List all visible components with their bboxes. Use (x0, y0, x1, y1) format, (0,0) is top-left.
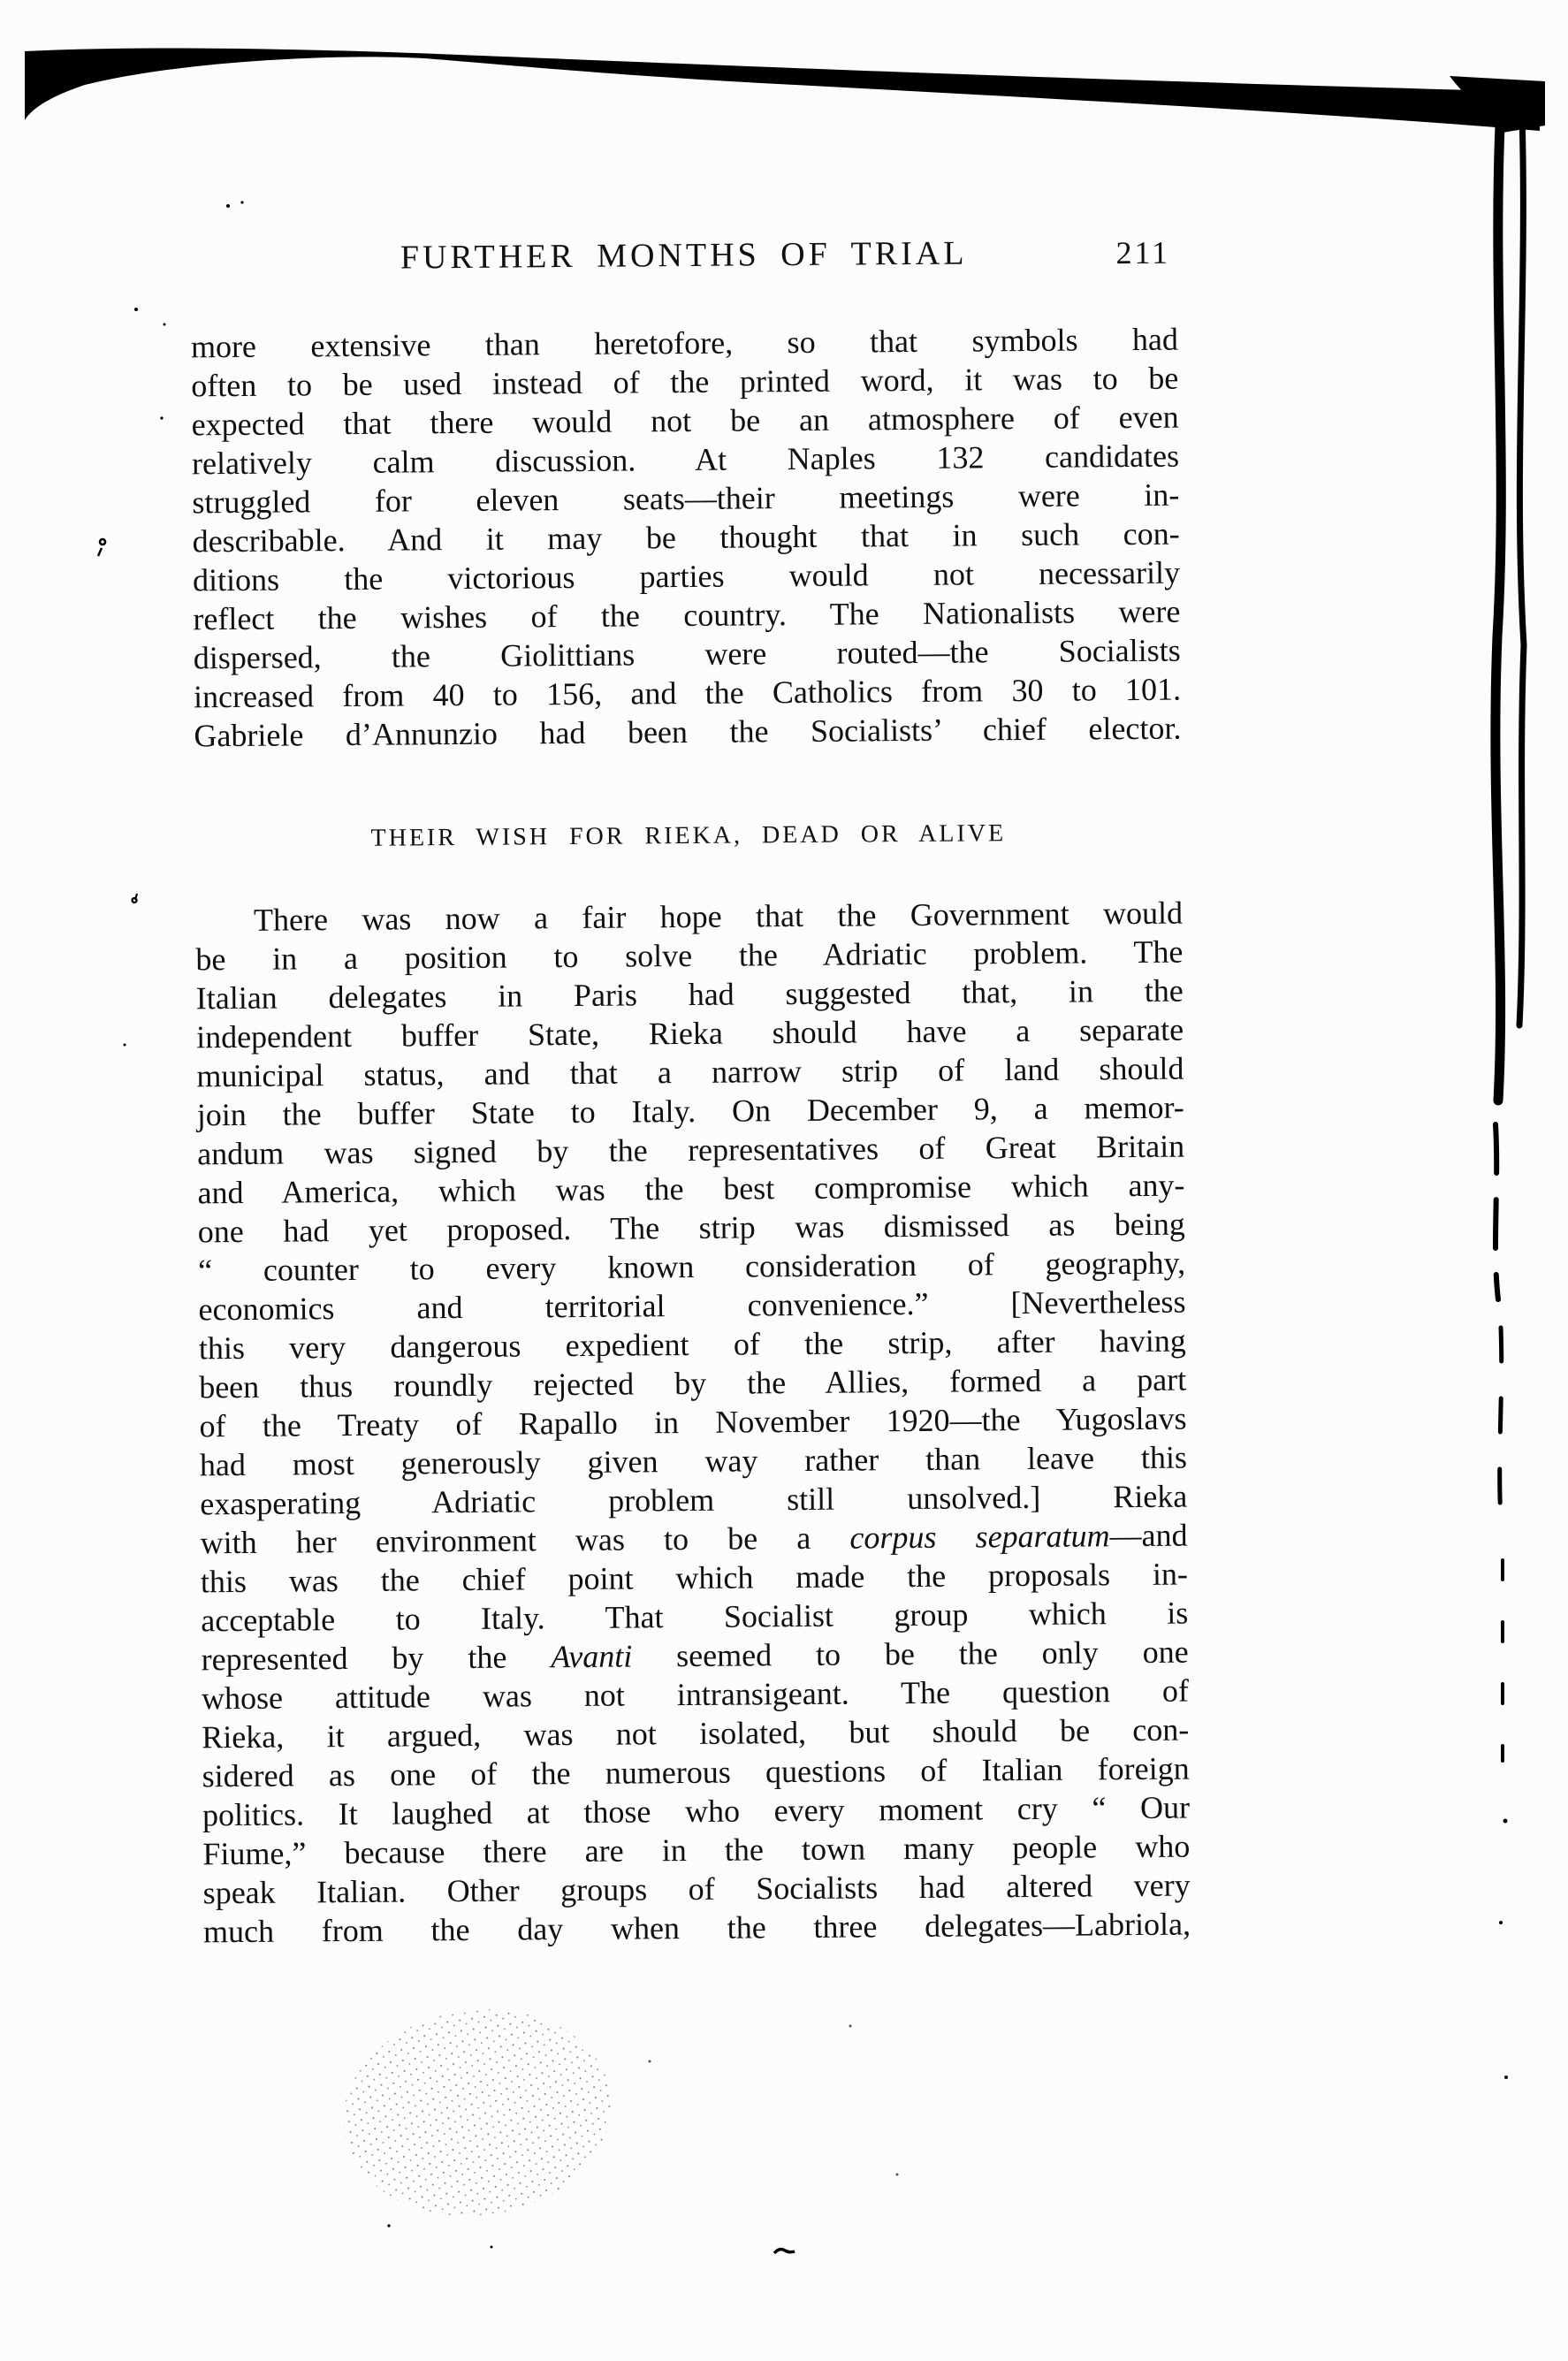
text-line: municipal status, and that a narrow strip of land should (196, 1050, 1184, 1094)
text-line: “ counter to every known consideration of geography, (198, 1245, 1186, 1289)
text-line: speak Italian. Other groups of Socialists had altered very (202, 1867, 1191, 1911)
text-line: had most generously given way rather than leave this (199, 1439, 1188, 1483)
text-line: much from the day when the three delegates—Labriola, (202, 1906, 1191, 1950)
text-line: increased from 40 to 156, and the Catholics from 30 to 101. (193, 671, 1182, 715)
text-line: exasperating Adriatic problem still unsolved.] Rieka (200, 1478, 1188, 1522)
text-line: economics and territorial convenience.” [Nevertheless (198, 1283, 1186, 1328)
section-heading: THEIR WISH FOR RIEKA, DEAD OR ALIVE (370, 819, 1007, 852)
text-line: Rieka, it argued, was not isolated, but should be con- (202, 1711, 1190, 1756)
page-content (190, 232, 1191, 1950)
text-line: ditions the victorious parties would not necessarily (192, 554, 1181, 598)
text-line: and America, which was the best compromise which any- (197, 1167, 1185, 1211)
running-header (190, 232, 1177, 282)
text-line: expected that there would not be an atmosphere of even (191, 399, 1179, 443)
right-edge-artifact (1496, 106, 1524, 1761)
text-line: Italian delegates in Paris had suggested that, in the (195, 972, 1184, 1017)
paragraph-2 (195, 894, 1191, 1952)
text-line: There was now a fair hope that the Government would (253, 895, 1184, 938)
text-line: whose attitude was not intransigeant. The question of (201, 1672, 1190, 1717)
text-line: more extensive than heretofore, so that symbols had (190, 321, 1179, 365)
right-edge-specks (1499, 1819, 1508, 2080)
text-line: with her environment was to be a corpus separatum—and (200, 1517, 1188, 1561)
text-line: sidered as one of the numerous questions of Italian foreign (202, 1750, 1190, 1794)
text-line: been thus roundly rejected by the Allies, formed a part (199, 1361, 1187, 1405)
text-line: Gabriele d’Annunzio had been the Socialists’ chief elector. (194, 710, 1182, 754)
text-line: acceptable to Italy. That Socialist group which is (201, 1595, 1189, 1639)
text-line: struggled for eleven seats—their meetings were in- (192, 476, 1180, 521)
text-line: politics. It laughed at those who every moment cry “ Our (202, 1789, 1191, 1833)
text-line: independent buffer State, Rieka should have a separate (195, 1011, 1184, 1055)
running-header-title: FURTHER MONTHS OF TRIAL (400, 234, 968, 277)
text-line: Fiume,” because there are in the town many people who (202, 1828, 1191, 1872)
text-line: this very dangerous expedient of the strip, after having (198, 1322, 1186, 1367)
text-line: join the buffer State to Italy. On December 9, a memor- (196, 1089, 1184, 1133)
text-line: of the Treaty of Rapallo in November 1920—the Yugoslavs (199, 1400, 1187, 1444)
paragraph-1 (191, 320, 1182, 756)
top-edge-artifact (25, 49, 1545, 133)
text-line: relatively calm discussion. At Naples 132 candidates (191, 438, 1180, 482)
text-line: dispersed, the Giolittians were routed—the Socialists (193, 632, 1181, 676)
speckle-smudge (330, 1992, 898, 2233)
text-line: represented by the Avanti seemed to be the only one (201, 1634, 1189, 1678)
text-line: often to be used instead of the printed word, it was to be (191, 360, 1179, 404)
text-line: be in a position to solve the Adriatic problem. The (195, 933, 1184, 978)
text-line: this was the chief point which made the proposals in- (200, 1556, 1189, 1600)
text-line: one had yet proposed. The strip was dismissed as being (197, 1206, 1185, 1250)
text-line: describable. And it may be thought that in such con- (192, 515, 1180, 560)
text-line: andum was signed by the representatives of Great Britain (196, 1128, 1185, 1172)
text-line: reflect the wishes of the country. The Nationalists were (193, 593, 1181, 637)
page-number: 211 (1115, 234, 1171, 271)
